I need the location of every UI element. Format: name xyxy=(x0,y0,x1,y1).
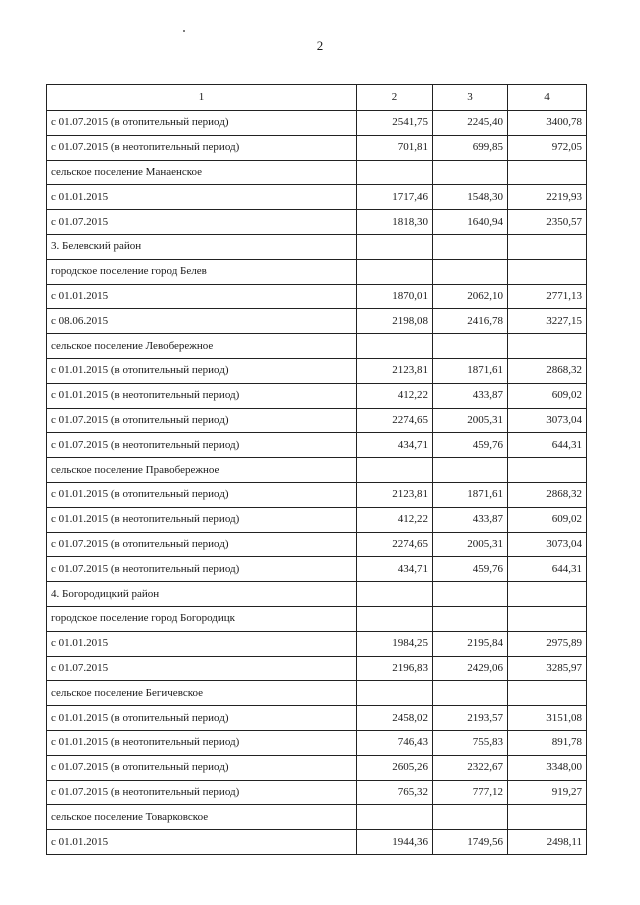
table-row xyxy=(47,185,587,210)
row-value-col4 xyxy=(508,606,587,631)
column-header: 3 xyxy=(433,85,508,111)
row-label: с 01.07.2015 (в неотопительный период) xyxy=(47,780,357,805)
row-value-col3 xyxy=(433,805,508,830)
row-value-col2 xyxy=(357,805,433,830)
row-value-col4 xyxy=(508,334,587,359)
table-row xyxy=(47,160,587,185)
row-value-col2 xyxy=(357,606,433,631)
scan-speck xyxy=(183,30,185,32)
table-row xyxy=(47,210,587,235)
table-row xyxy=(47,582,587,607)
row-value-col3: 2062,10 xyxy=(433,284,508,309)
row-value-col3: 2193,57 xyxy=(433,706,508,731)
row-value-col4: 2868,32 xyxy=(508,482,587,507)
row-value-col2: 746,43 xyxy=(357,730,433,755)
row-value-col2: 1984,25 xyxy=(357,631,433,656)
row-value-col2: 2123,81 xyxy=(357,358,433,383)
row-value-col4: 3400,78 xyxy=(508,111,587,136)
table-row xyxy=(47,606,587,631)
row-value-col3: 433,87 xyxy=(433,383,508,408)
column-header: 2 xyxy=(357,85,433,111)
table-row xyxy=(47,259,587,284)
table-row xyxy=(47,111,587,136)
row-value-col2: 2274,65 xyxy=(357,532,433,557)
row-value-col2 xyxy=(357,234,433,259)
row-label: с 01.01.2015 xyxy=(47,830,357,855)
row-value-col4: 891,78 xyxy=(508,730,587,755)
row-value-col4: 2771,13 xyxy=(508,284,587,309)
tariff-table xyxy=(46,84,587,855)
row-label: с 01.01.2015 xyxy=(47,284,357,309)
row-value-col3: 1871,61 xyxy=(433,482,508,507)
row-value-col4: 2219,93 xyxy=(508,185,587,210)
table-row xyxy=(47,706,587,731)
row-value-col2: 2123,81 xyxy=(357,482,433,507)
table-row xyxy=(47,805,587,830)
row-value-col4: 644,31 xyxy=(508,433,587,458)
row-label: с 01.07.2015 xyxy=(47,656,357,681)
tariff-table-body xyxy=(47,85,587,855)
row-label: с 01.01.2015 (в неотопительный период) xyxy=(47,730,357,755)
row-value-col4: 609,02 xyxy=(508,383,587,408)
row-value-col2: 434,71 xyxy=(357,433,433,458)
row-value-col2: 1944,36 xyxy=(357,830,433,855)
row-value-col3: 1749,56 xyxy=(433,830,508,855)
column-header: 4 xyxy=(508,85,587,111)
row-value-col3 xyxy=(433,582,508,607)
row-label: с 01.01.2015 (в неотопительный период) xyxy=(47,383,357,408)
row-value-col4: 3285,97 xyxy=(508,656,587,681)
row-label: городское поселение город Богородицк xyxy=(47,606,357,631)
row-label: сельское поселение Правобережное xyxy=(47,458,357,483)
table-row xyxy=(47,557,587,582)
row-value-col4 xyxy=(508,259,587,284)
row-value-col2: 2605,26 xyxy=(357,755,433,780)
row-value-col3: 459,76 xyxy=(433,433,508,458)
row-value-col3: 2245,40 xyxy=(433,111,508,136)
table-row xyxy=(47,631,587,656)
row-value-col2: 2196,83 xyxy=(357,656,433,681)
row-value-col2: 434,71 xyxy=(357,557,433,582)
row-value-col2 xyxy=(357,582,433,607)
row-value-col3 xyxy=(433,234,508,259)
row-value-col3: 433,87 xyxy=(433,507,508,532)
page-number: 2 xyxy=(316,38,324,53)
row-label: с 01.07.2015 (в неотопительный период) xyxy=(47,135,357,160)
row-value-col2 xyxy=(357,681,433,706)
row-value-col2: 1818,30 xyxy=(357,210,433,235)
table-row xyxy=(47,656,587,681)
row-label: с 01.07.2015 (в отопительный период) xyxy=(47,408,357,433)
row-value-col3: 2195,84 xyxy=(433,631,508,656)
row-value-col4: 609,02 xyxy=(508,507,587,532)
table-row xyxy=(47,334,587,359)
row-value-col3: 1640,94 xyxy=(433,210,508,235)
row-value-col4 xyxy=(508,681,587,706)
row-value-col2 xyxy=(357,160,433,185)
row-value-col4: 919,27 xyxy=(508,780,587,805)
table-row xyxy=(47,730,587,755)
row-value-col2: 1870,01 xyxy=(357,284,433,309)
row-value-col3: 2429,06 xyxy=(433,656,508,681)
row-value-col3: 755,83 xyxy=(433,730,508,755)
row-value-col4: 644,31 xyxy=(508,557,587,582)
table-row xyxy=(47,408,587,433)
row-value-col4 xyxy=(508,234,587,259)
row-value-col2: 412,22 xyxy=(357,507,433,532)
row-value-col3 xyxy=(433,606,508,631)
row-label: с 01.07.2015 (в отопительный период) xyxy=(47,111,357,136)
row-value-col2: 2274,65 xyxy=(357,408,433,433)
row-value-col2: 2541,75 xyxy=(357,111,433,136)
row-value-col4: 2975,89 xyxy=(508,631,587,656)
table-row xyxy=(47,681,587,706)
table-row xyxy=(47,234,587,259)
row-value-col3: 2005,31 xyxy=(433,532,508,557)
table-row xyxy=(47,507,587,532)
row-value-col3: 2416,78 xyxy=(433,309,508,334)
row-label: с 01.07.2015 (в отопительный период) xyxy=(47,755,357,780)
row-value-col3 xyxy=(433,160,508,185)
row-value-col4: 3151,08 xyxy=(508,706,587,731)
row-value-col2: 2458,02 xyxy=(357,706,433,731)
table-row xyxy=(47,284,587,309)
row-label: с 01.01.2015 (в отопительный период) xyxy=(47,482,357,507)
table-row xyxy=(47,458,587,483)
row-value-col4 xyxy=(508,582,587,607)
row-value-col4 xyxy=(508,458,587,483)
row-value-col3: 699,85 xyxy=(433,135,508,160)
row-value-col4: 2498,11 xyxy=(508,830,587,855)
row-value-col2: 765,32 xyxy=(357,780,433,805)
row-value-col3 xyxy=(433,259,508,284)
row-value-col2: 412,22 xyxy=(357,383,433,408)
row-value-col2: 701,81 xyxy=(357,135,433,160)
row-label: с 01.07.2015 (в отопительный период) xyxy=(47,532,357,557)
row-label: с 01.07.2015 (в неотопительный период) xyxy=(47,433,357,458)
row-value-col4: 3348,00 xyxy=(508,755,587,780)
row-value-col2 xyxy=(357,458,433,483)
row-value-col3 xyxy=(433,334,508,359)
row-value-col3: 1871,61 xyxy=(433,358,508,383)
table-row xyxy=(47,780,587,805)
row-value-col3: 459,76 xyxy=(433,557,508,582)
row-value-col3: 1548,30 xyxy=(433,185,508,210)
row-value-col4: 3073,04 xyxy=(508,408,587,433)
table-row xyxy=(47,309,587,334)
row-value-col4 xyxy=(508,805,587,830)
row-value-col3: 2005,31 xyxy=(433,408,508,433)
row-value-col2 xyxy=(357,259,433,284)
column-header: 1 xyxy=(47,85,357,111)
row-value-col4 xyxy=(508,160,587,185)
row-value-col3: 777,12 xyxy=(433,780,508,805)
row-label: с 01.01.2015 (в неотопительный период) xyxy=(47,507,357,532)
table-header-row xyxy=(47,85,587,111)
row-value-col4: 2868,32 xyxy=(508,358,587,383)
row-label: с 01.07.2015 xyxy=(47,210,357,235)
table-row xyxy=(47,433,587,458)
row-label: 4. Богородицкий район xyxy=(47,582,357,607)
table-row xyxy=(47,135,587,160)
row-value-col4: 972,05 xyxy=(508,135,587,160)
row-value-col4: 2350,57 xyxy=(508,210,587,235)
row-value-col2 xyxy=(357,334,433,359)
row-label: 3. Белевский район xyxy=(47,234,357,259)
row-label: с 01.01.2015 xyxy=(47,631,357,656)
table-row xyxy=(47,532,587,557)
row-value-col4: 3227,15 xyxy=(508,309,587,334)
table-row xyxy=(47,755,587,780)
row-label: с 08.06.2015 xyxy=(47,309,357,334)
row-value-col3 xyxy=(433,681,508,706)
row-label: с 01.01.2015 (в отопительный период) xyxy=(47,706,357,731)
row-label: городское поселение город Белев xyxy=(47,259,357,284)
row-value-col3: 2322,67 xyxy=(433,755,508,780)
row-label: с 01.07.2015 (в неотопительный период) xyxy=(47,557,357,582)
row-value-col4: 3073,04 xyxy=(508,532,587,557)
row-value-col2: 2198,08 xyxy=(357,309,433,334)
row-label: с 01.01.2015 xyxy=(47,185,357,210)
row-label: сельское поселение Манаенское xyxy=(47,160,357,185)
row-label: сельское поселение Товарковское xyxy=(47,805,357,830)
row-label: сельское поселение Левобережное xyxy=(47,334,357,359)
row-value-col2: 1717,46 xyxy=(357,185,433,210)
table-row xyxy=(47,358,587,383)
table-row xyxy=(47,383,587,408)
table-row xyxy=(47,830,587,855)
row-value-col3 xyxy=(433,458,508,483)
table-row xyxy=(47,482,587,507)
row-label: сельское поселение Бегичевское xyxy=(47,681,357,706)
row-label: с 01.01.2015 (в отопительный период) xyxy=(47,358,357,383)
